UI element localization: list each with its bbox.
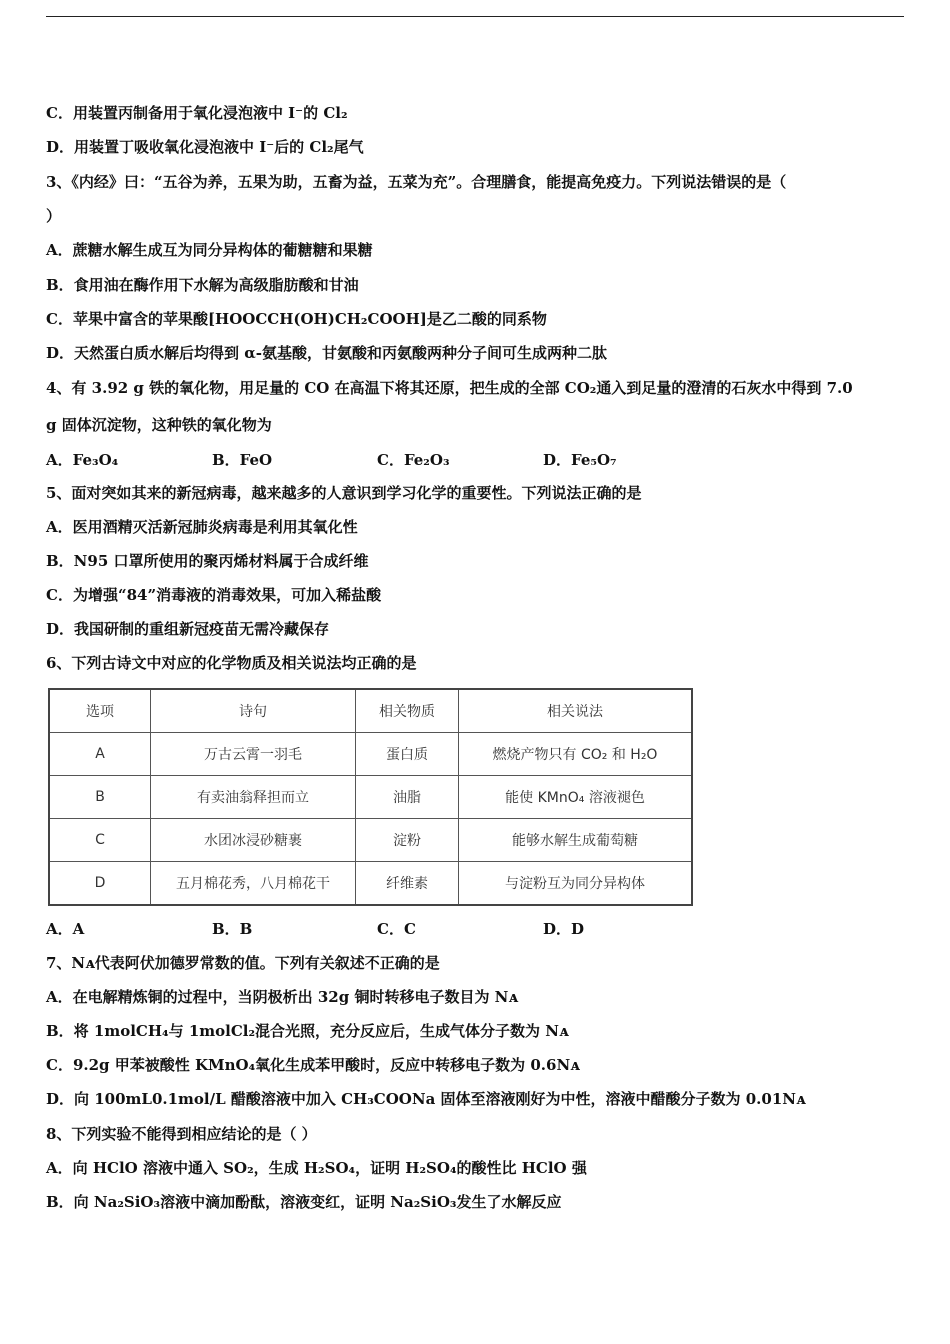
table-cell: B (49, 776, 151, 819)
q7-option-a: A．在电解精炼铜的过程中，当阴极析出 32g 铜时转移电子数目为 Nᴀ (46, 988, 518, 1006)
q4-stem: 4、有 3.92 g 铁的氧化物，用足量的 CO 在高温下将其还原，把生成的全部 CO₂通入到足量的澄清的石灰水中得到 7.0 (46, 379, 853, 397)
q5-option-a: A．医用酒精灭活新冠肺炎病毒是利用其氧化性 (46, 518, 358, 536)
table-header: 诗句 (151, 689, 356, 733)
table-cell: 有卖油翁释担而立 (151, 776, 356, 819)
q5-option-c: C．为增强“84”消毒液的消毒效果，可加入稀盐酸 (46, 586, 382, 604)
q6-option-c: C．C (377, 920, 416, 938)
q3-option-d: D．天然蛋白质水解后均得到 α-氨基酸，甘氨酸和丙氨酸两种分子间可生成两种二肽 (46, 344, 608, 362)
q3-option-a: A．蔗糖水解生成互为同分异构体的葡糖糖和果糖 (46, 241, 373, 259)
top-rule (46, 16, 904, 17)
table-row (49, 733, 692, 776)
q4-stem-cont: g 固体沉淀物，这种铁的氧化物为 (46, 416, 272, 434)
q6-option-a: A．A (46, 920, 85, 938)
q4-option-c: C．Fe₂O₃ (377, 451, 450, 469)
q8-option-a: A．向 HClO 溶液中通入 SO₂，生成 H₂SO₄，证明 H₂SO₄的酸性比 HClO 强 (46, 1159, 587, 1177)
q7-option-b: B．将 1molCH₄与 1molCl₂混合光照，充分反应后，生成气体分子数为 Nᴀ (46, 1022, 569, 1040)
q5-option-d: D．我国研制的重组新冠疫苗无需冷藏保存 (46, 620, 330, 638)
table-cell: 水团冰浸砂糖裹 (151, 819, 356, 862)
q6-stem: 6、下列古诗文中对应的化学物质及相关说法均正确的是 (46, 654, 417, 672)
q4-option-b: B．FeO (212, 451, 273, 469)
table-row (49, 862, 692, 906)
table-header: 选项 (49, 689, 151, 733)
table-cell: 万古云霄一羽毛 (151, 733, 356, 776)
q3-option-b: B．食用油在酶作用下水解为高级脂肪酸和甘油 (46, 276, 359, 294)
table-cell: 纤维素 (356, 862, 459, 906)
q3-stem: 3、《内经》曰：“五谷为养，五果为助，五畜为益，五菜为充”。合理膳食，能提高免疫力。下列说法错误的是（ (46, 173, 787, 191)
table-cell: 五月棉花秀，八月棉花干 (151, 862, 356, 906)
table-cell: 能使 KMnO₄ 溶液褪色 (459, 776, 693, 819)
q7-option-c: C．9.2g 甲苯被酸性 KMnO₄氧化生成苯甲酸时，反应中转移电子数为 0.6Nᴀ (46, 1056, 580, 1074)
q8-option-b: B．向 Na₂SiO₃溶液中滴加酚酞，溶液变红，证明 Na₂SiO₃发生了水解反应 (46, 1193, 562, 1211)
q2-option-c: C．用装置丙制备用于氧化浸泡液中 I⁻的 Cl₂ (46, 104, 348, 122)
q6-option-b: B．B (212, 920, 253, 938)
table-cell: 能够水解生成葡萄糖 (459, 819, 693, 862)
q4-option-d: D．Fe₅O₇ (543, 451, 617, 469)
q3-stem-end: ） (46, 207, 62, 225)
table-row (49, 819, 692, 862)
table-cell: 油脂 (356, 776, 459, 819)
q5-option-b: B．N95 口罩所使用的聚丙烯材料属于合成纤维 (46, 552, 369, 570)
table-header-row (49, 689, 692, 733)
q2-option-d: D．用装置丁吸收氧化浸泡液中 I⁻后的 Cl₂尾气 (46, 138, 364, 156)
table-row (49, 776, 692, 819)
table-cell: D (49, 862, 151, 906)
q4-option-a: A．Fe₃O₄ (46, 451, 119, 469)
q3-option-c: C．苹果中富含的苹果酸[HOOCCH(OH)CH₂COOH]是乙二酸的同系物 (46, 310, 547, 328)
q8-stem: 8、下列实验不能得到相应结论的是（ ） (46, 1125, 317, 1143)
table-cell: 燃烧产物只有 CO₂ 和 H₂O (459, 733, 693, 776)
table-header: 相关物质 (356, 689, 459, 733)
table-cell: C (49, 819, 151, 862)
q5-stem: 5、面对突如其来的新冠病毒，越来越多的人意识到学习化学的重要性。下列说法正确的是 (46, 484, 642, 502)
table-cell: A (49, 733, 151, 776)
table-cell: 蛋白质 (356, 733, 459, 776)
q6-option-d: D．D (543, 920, 585, 938)
table-cell: 与淀粉互为同分异构体 (459, 862, 693, 906)
table-cell: 淀粉 (356, 819, 459, 862)
q7-stem: 7、Nᴀ代表阿伏加德罗常数的值。下列有关叙述不正确的是 (46, 954, 440, 972)
q7-option-d: D．向 100mL0.1mol/L 醋酸溶液中加入 CH₃COONa 固体至溶液刚好为中性，溶液中醋酸分子数为 0.01Nᴀ (46, 1090, 806, 1108)
table-header: 相关说法 (459, 689, 693, 733)
q6-table (48, 688, 693, 906)
